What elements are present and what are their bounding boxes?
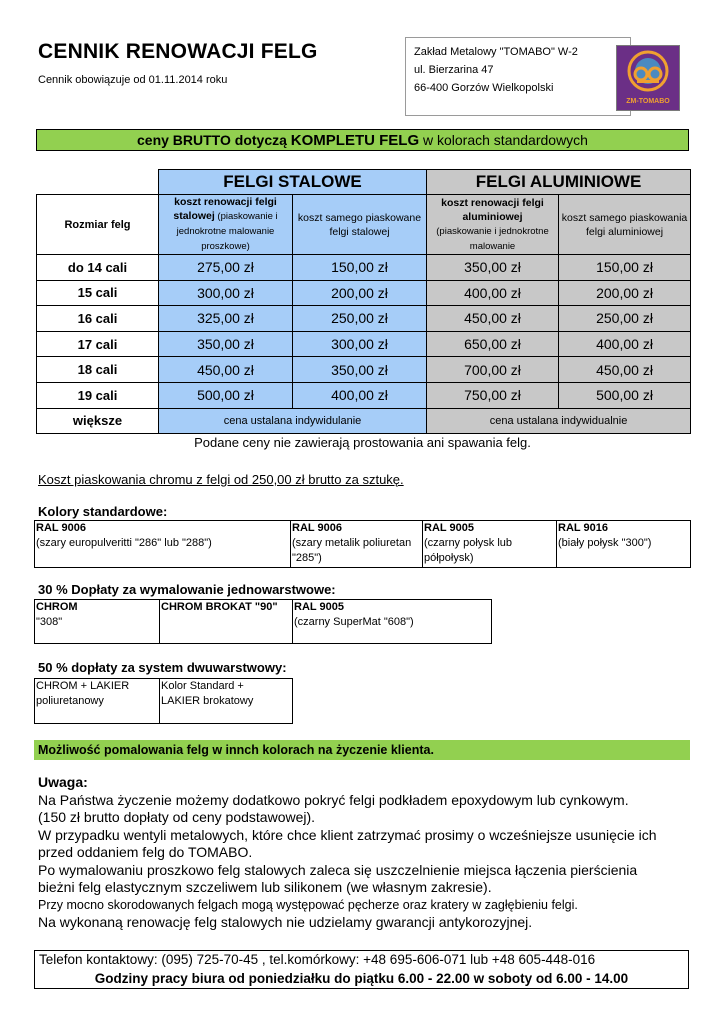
valid-from: Cennik obowiązuje od 01.11.2014 roku <box>38 74 228 86</box>
table-row: 16 cali 325,00 zł 250,00 zł 450,00 zł 250,00 zł <box>37 306 691 332</box>
surcharge50-title: 50 % dopłaty za system dwuwarstwowy: <box>38 660 287 675</box>
surcharge30-table <box>34 599 492 644</box>
logo-text: ZM-TOMABO <box>626 98 670 105</box>
company-street: ul. Bierzarina 47 <box>414 64 494 76</box>
company-city: 66-400 Gorzów Wielkopolski <box>414 82 554 94</box>
wheel-logo-icon <box>623 50 673 96</box>
contact-box <box>34 950 689 989</box>
color-cell: RAL 9006 (szary metalik poliuretan "285") <box>291 521 423 568</box>
surcharge30-cell: CHROM BROKAT "90" <box>160 600 293 644</box>
table-row: 17 cali 350,00 zł 300,00 zł 650,00 zł 400,00 zł <box>37 331 691 357</box>
note-line: Na wykonaną renowację felg stalowych nie udzielamy gwarancji antykorozyjnej. <box>38 914 533 930</box>
notes-block <box>38 774 708 932</box>
note-line: (150 zł brutto dopłaty od ceny podstawowej). <box>38 809 316 825</box>
note-line: W przypadku wentyli metalowych, które chce klient zatrzymać prosimy o wcześniejsze usunięcie ich <box>38 826 657 843</box>
surcharge30-cell: RAL 9005 (czarny SuperMat "608") <box>293 600 492 644</box>
chrome-note: Koszt piaskowania chromu z felgi od 250,00 zł brutto za sztukę. <box>38 472 404 487</box>
office-hours: Godziny pracy biura od poniedziałku do piątku 6.00 - 22.00 w soboty od 6.00 - 14.00 <box>94 971 629 986</box>
col-size-header: Rozmiar felg <box>37 195 159 255</box>
col-steel-full-header: koszt renowacji felgi stalowej (piaskowanie i jednokrotne malowanie proszkowe) <box>159 195 293 255</box>
table-row: 18 cali 450,00 zł 350,00 zł 700,00 zł 450,00 zł <box>37 357 691 383</box>
col-alu-sand-header: koszt samego piaskowania felgi aluminiowej <box>559 195 691 255</box>
color-cell: RAL 9016 (biały połysk "300") <box>557 521 691 568</box>
price-table <box>36 169 691 434</box>
note-line: przed oddaniem felg do TOMABO. <box>38 844 253 860</box>
company-name: Zakład Metalowy "TOMABO" W-2 <box>414 46 578 58</box>
note-line: Przy mocno skorodowanych felgach mogą występować pęcherze oraz kratery w zagłębieniu felgi. <box>38 897 578 912</box>
note-line: bieżni felg elastycznym szczeliwem lub silikonem (we własnym zakresie). <box>38 879 492 895</box>
price-footnote: Podane ceny nie zawierają prostowania ani spawania felg. <box>194 435 531 450</box>
group-steel: FELGI STALOWE <box>159 170 427 195</box>
surcharge50-cell: CHROM + LAKIER poliuretanowy <box>35 679 160 724</box>
table-row: 19 cali 500,00 zł 400,00 zł 750,00 zł 500,00 zł <box>37 382 691 408</box>
surcharge50-table <box>34 678 293 724</box>
company-logo <box>616 45 680 111</box>
color-cell: RAL 9005 (czarny połysk lub półpołysk) <box>423 521 557 568</box>
banner-part1: ceny BRUTTO dotyczą <box>137 132 291 148</box>
standard-colors-table <box>34 520 691 568</box>
surcharge30-cell: CHROM "308" <box>35 600 160 644</box>
table-row-larger: większe cena ustalana indywidulanie cena ustalana indywidualnie <box>37 408 691 434</box>
note-line: Na Państwa życzenie możemy dodatkowo pokryć felgi podkładem epoxydowym lub cynkowym. <box>38 791 629 808</box>
col-steel-sand-header: koszt samego piaskowane felgi stalowej <box>293 195 427 255</box>
banner-part2: KOMPLETU FELG <box>290 132 420 149</box>
note-line: Po wymalowaniu proszkowo felg stalowych zaleca się uszczelnienie miejsca łączenia pierścienia <box>38 861 638 878</box>
standard-colors-title: Kolory standardowe: <box>38 504 168 519</box>
contact-phones: Telefon kontaktowy: (095) 725-70-45 , tel.komórkowy: +48 695-606-071 lub +48 605-448-016 <box>39 952 596 967</box>
surcharge50-cell: Kolor Standard + LAKIER brokatowy <box>160 679 293 724</box>
group-alu: FELGI ALUMINIOWE <box>427 170 691 195</box>
other-colors-banner: Możliwość pomalowania felg w innch kolorach na życzenie klienta. <box>34 740 690 760</box>
banner-part3: w kolorach standardowych <box>419 132 588 148</box>
table-row: do 14 cali 275,00 zł 150,00 zł 350,00 zł 150,00 zł <box>37 255 691 281</box>
brutto-banner <box>36 129 689 151</box>
col-alu-full-header: koszt renowacji felgi aluminiowej (piaskowanie i jednokrotne malowanie <box>427 195 559 255</box>
color-cell: RAL 9006 (szary europulveritti "286" lub "288") <box>35 521 291 568</box>
notes-title: Uwaga: <box>38 774 88 790</box>
table-row: 15 cali 300,00 zł 200,00 zł 400,00 zł 200,00 zł <box>37 280 691 306</box>
surcharge30-title: 30 % Dopłaty za wymalowanie jednowarstwowe: <box>38 582 336 597</box>
page-title: CENNIK RENOWACJI FELG <box>38 40 318 63</box>
company-box <box>405 37 670 116</box>
